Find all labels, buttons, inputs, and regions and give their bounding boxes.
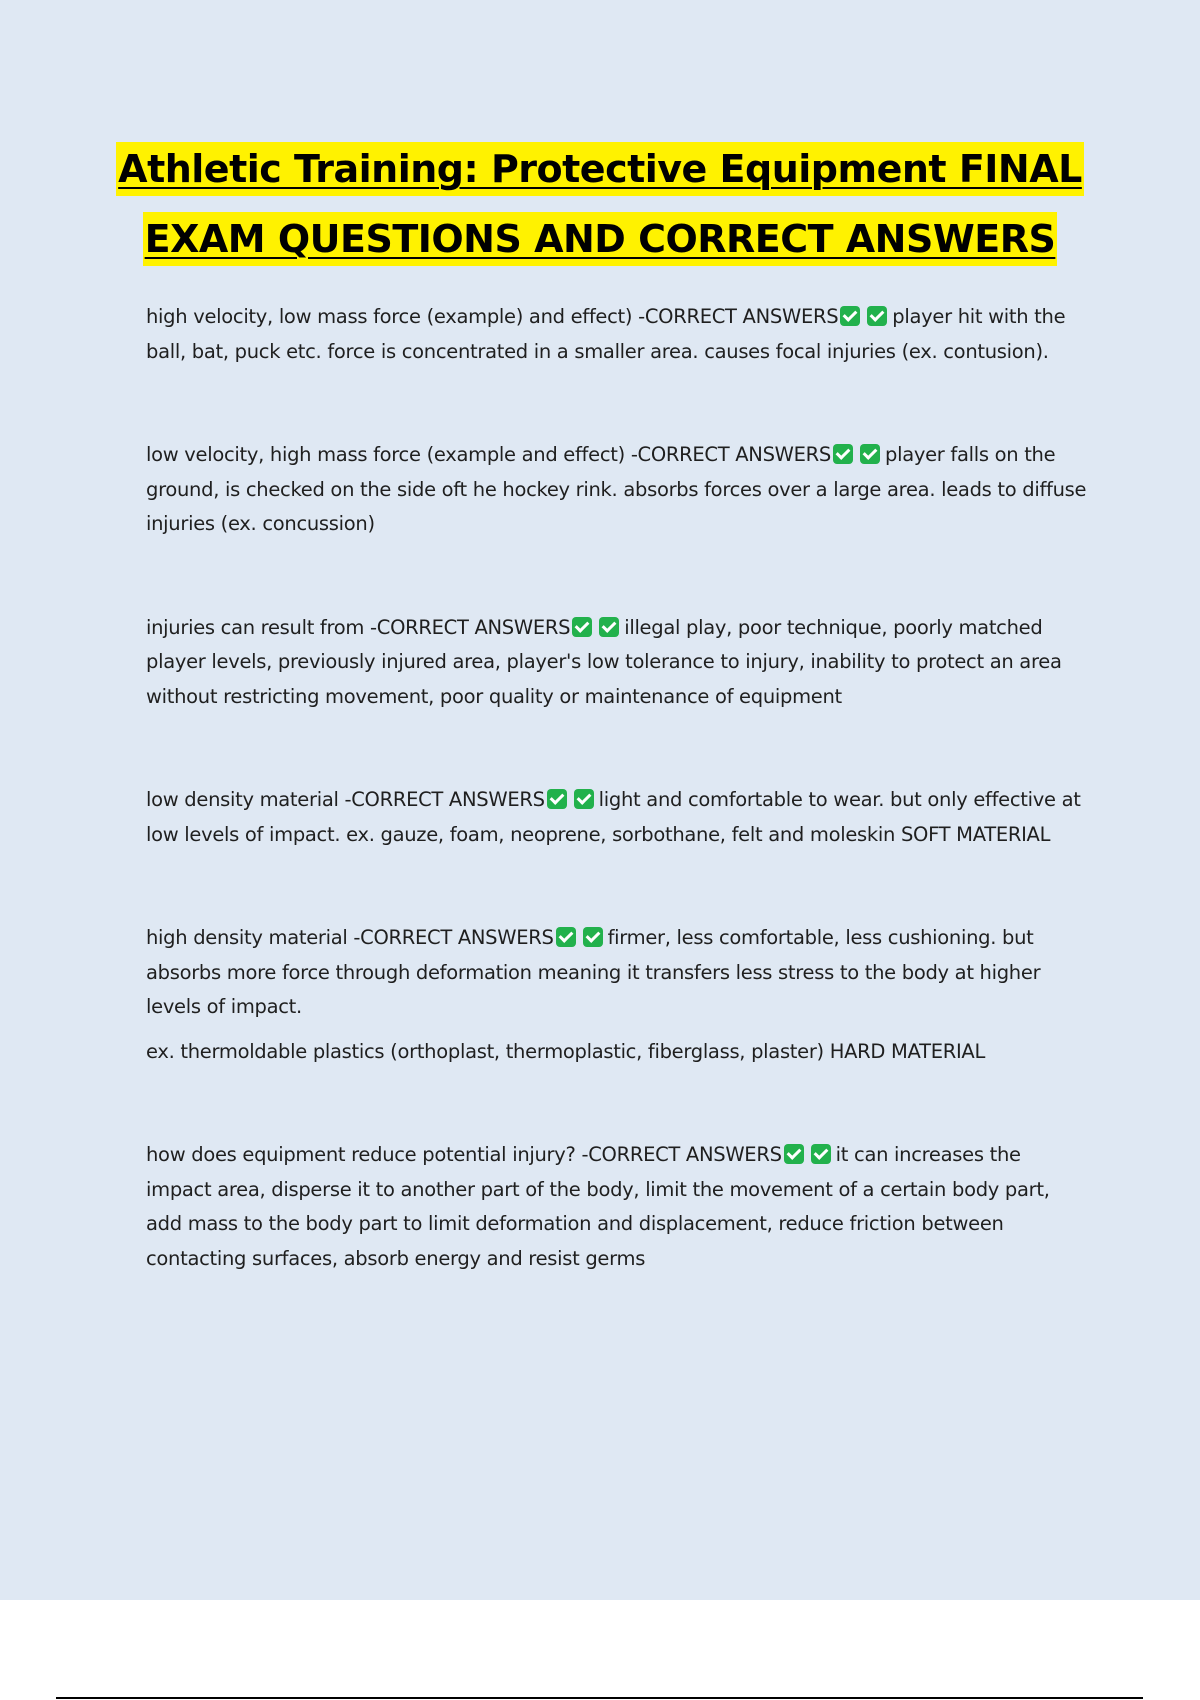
check-mark-icon [867,306,887,326]
qa-paragraph [146,300,1091,369]
question-text: high velocity, low mass force (example) and effect) [146,305,639,328]
answer-marker: -CORRECT ANSWERS [638,305,839,328]
check-mark-icon [572,617,592,637]
qa-item [146,300,1091,369]
answer-text: it can increases the impact area, disperse it to another part of the body, limit the movement of a certain body part, add mass to the body part to limit deformation and displacement, reduce friction between contacting surfaces, absorb energy and resist germs [146,1143,1050,1270]
qa-paragraph [146,611,1091,715]
answer-text: firmer, less comfortable, less cushioning. but absorbs more force through deformation meaning it transfers less stress to the body at higher levels of impact. [146,926,1041,1018]
question-text: injuries can result from [146,615,371,639]
qa-paragraph [146,921,1091,1025]
qa-paragraph [146,783,1091,852]
answer-text: player falls on the ground, is checked on the side oft he hockey rink. absorbs forces over a large area. leads to diffuse injuries (ex. concussion) [146,443,1087,535]
title-line-1: Athletic Training: Protective Equipment FINAL [116,142,1084,196]
check-mark-icon [583,927,603,947]
qa-paragraph [146,438,1091,542]
question-text: low density material [146,788,345,811]
check-mark-icon [574,789,594,809]
answer-marker: -CORRECT ANSWERS [344,788,545,811]
answer-text: light and comfortable to wear. but only effective at low levels of impact. ex. gauze, foam, neoprene, sorbothane, felt and moleskin SOFT MATERIAL [146,788,1081,846]
answer-extra-text: ex. thermoldable plastics (orthoplast, thermoplastic, fiberglass, plaster) HARD MATERIAL [146,1039,986,1063]
answer-marker: -CORRECT ANSWERS [630,443,831,466]
check-mark-icon [860,444,880,464]
document-title [0,142,1200,282]
check-mark-icon [547,789,567,809]
check-mark-icon [784,1144,804,1164]
footer-rule [56,1697,1143,1699]
check-mark-icon [599,617,619,637]
qa-paragraph [146,1138,1091,1276]
check-mark-icon [811,1144,831,1164]
qa-list [146,300,1091,1276]
qa-item [146,438,1091,542]
question-text: low velocity, high mass force (example and effect) [146,443,631,466]
qa-item [146,783,1091,852]
answer-text: illegal play, poor technique, poorly matched player levels, previously injured area, player's low tolerance to injury, inability to protect an area without restricting movement, poor quality or maintenance of equipment [146,615,1062,708]
check-mark-icon [833,444,853,464]
title-line-2: EXAM QUESTIONS AND CORRECT ANSWERS [143,212,1058,266]
qa-item [146,1138,1091,1276]
answer-marker: -CORRECT ANSWERS [581,1143,782,1166]
answer-marker: -CORRECT ANSWERS [370,615,571,639]
qa-item [146,921,1091,1069]
check-mark-icon [840,306,860,326]
qa-item [146,611,1091,715]
question-text: how does equipment reduce potential injury? [146,1143,582,1166]
answer-text: player hit with the ball, bat, puck etc. force is concentrated in a smaller area. causes focal injuries (ex. contusion). [146,305,1066,363]
question-text: high density material [146,926,354,949]
answer-marker: -CORRECT ANSWERS [353,926,554,949]
check-mark-icon [556,927,576,947]
